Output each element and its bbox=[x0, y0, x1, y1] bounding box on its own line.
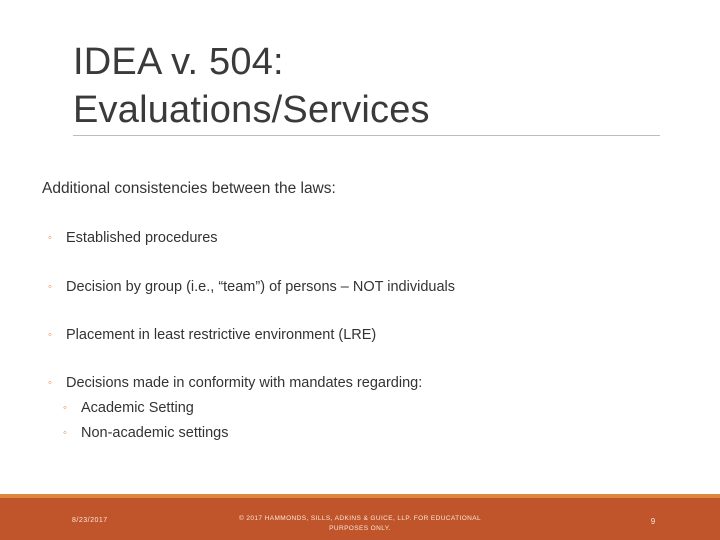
slide-title-line-2: Evaluations/Services bbox=[73, 89, 430, 131]
bullet-marker: ◦ bbox=[48, 329, 52, 341]
sub-bullet-text: Academic Setting bbox=[81, 400, 194, 416]
sub-bullet-item bbox=[63, 400, 194, 416]
bullet-marker: ◦ bbox=[48, 232, 52, 244]
slide-title-line-1: IDEA v. 504: bbox=[73, 41, 284, 83]
bullet-text: Decisions made in conformity with mandates regarding: bbox=[66, 375, 423, 391]
sub-bullet-text: Non-academic settings bbox=[81, 425, 229, 441]
title-divider bbox=[73, 135, 660, 136]
sub-bullet-item bbox=[63, 425, 229, 441]
bullet-marker: ◦ bbox=[63, 427, 67, 439]
intro-text: Additional consistencies between the laws: bbox=[42, 180, 336, 197]
bullet-item bbox=[48, 375, 422, 391]
page-number: 9 bbox=[650, 517, 656, 526]
footer-copyright: © 2017 HAMMONDS, SILLS, ADKINS & GUICE, LLP. FOR EDUCATIONAL PURPOSES ONLY. bbox=[238, 515, 482, 532]
bullet-marker: ◦ bbox=[48, 281, 52, 293]
bullet-item bbox=[48, 279, 455, 295]
bullet-marker: ◦ bbox=[63, 402, 67, 414]
bullet-item bbox=[48, 230, 218, 246]
bullet-item bbox=[48, 327, 376, 343]
bullet-text: Decision by group (i.e., “team”) of persons – NOT individuals bbox=[66, 279, 455, 295]
slide-title bbox=[73, 38, 673, 134]
bullet-text: Established procedures bbox=[66, 230, 218, 246]
bullet-marker: ◦ bbox=[48, 377, 52, 389]
footer-date: 8/23/2017 bbox=[72, 517, 108, 524]
bullet-text: Placement in least restrictive environment (LRE) bbox=[66, 327, 377, 343]
